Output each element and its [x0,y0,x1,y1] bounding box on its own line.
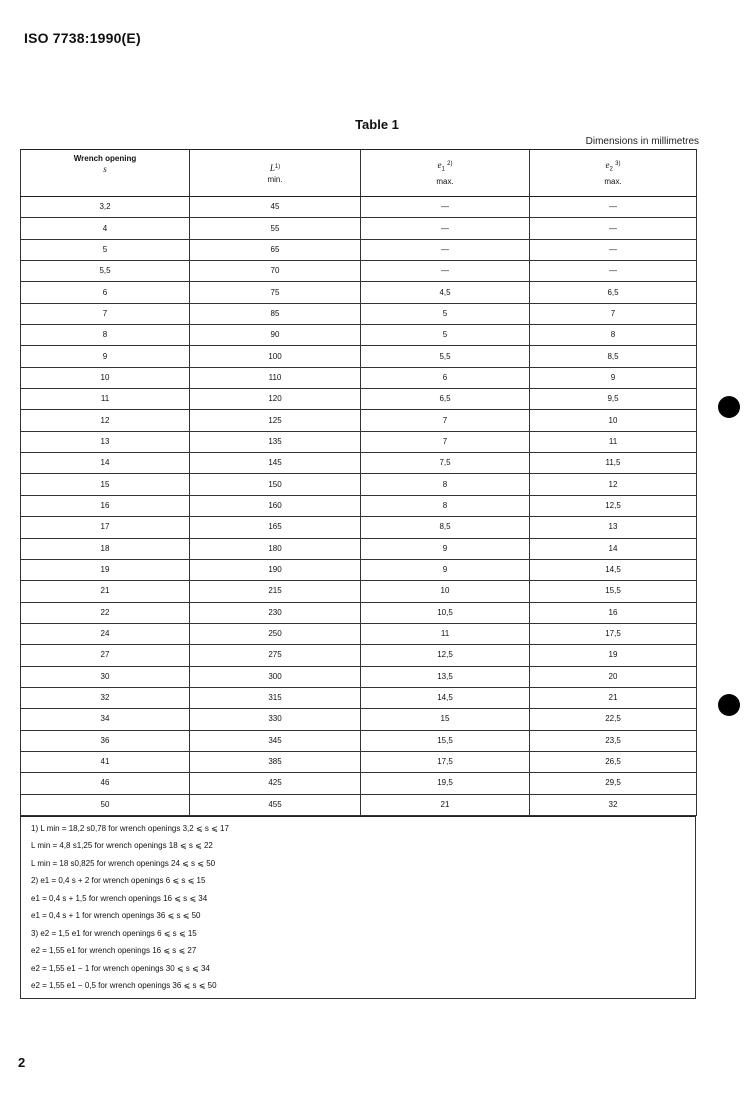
table-cell: 385 [190,751,361,772]
table-row [21,303,697,324]
table-cell: 250 [190,623,361,644]
footnote-line: e1 = 0,4 s + 1 for wrench openings 36 ⩽ s ⩽ 50 [31,911,201,921]
header-wrench-opening [21,150,190,197]
table-cell: 5,5 [361,346,530,367]
table-cell: 20 [530,666,697,687]
document-id: ISO 7738:1990(E) [24,30,141,46]
table-cell: 8 [21,325,190,346]
table-cell: 8 [361,495,530,516]
table-row [21,645,697,666]
table-row [21,346,697,367]
table-cell: 8 [361,474,530,495]
table-row [21,431,697,452]
table-row [21,730,697,751]
table-cell: 19 [21,559,190,580]
table-cell: — [361,218,530,239]
table-row [21,517,697,538]
table-cell: 21 [361,794,530,815]
table-cell: 9 [361,538,530,559]
table-cell: 13,5 [361,666,530,687]
header-e1-max [361,150,530,197]
header-label: Wrench opening [73,154,137,163]
table-cell: 11 [21,389,190,410]
header-sub-label: max. [604,176,622,186]
table-cell: — [530,218,697,239]
table-cell: 345 [190,730,361,751]
table-body [21,197,697,816]
table-cell: — [361,239,530,260]
table-cell: 5 [361,303,530,324]
table-row [21,602,697,623]
header-subscript: 1 [441,166,445,173]
table-cell: 165 [190,517,361,538]
table-cell: 12,5 [530,495,697,516]
table-cell: 125 [190,410,361,431]
table-row [21,794,697,815]
table-cell: 23,5 [530,730,697,751]
table-cell: 9 [21,346,190,367]
table-cell: 150 [190,474,361,495]
table-cell: 8,5 [530,346,697,367]
footnote-line: L min = 18 s0,825 for wrench openings 24 ⩽ s ⩽ 50 [31,858,216,868]
table-cell: 14,5 [361,687,530,708]
table-cell: 15 [21,474,190,495]
table-cell: 5,5 [21,261,190,282]
table-cell: 19,5 [361,773,530,794]
table-cell: 41 [21,751,190,772]
punch-hole-icon [718,694,740,716]
table-cell: 11,5 [530,453,697,474]
table-cell: 14,5 [530,559,697,580]
table-title: Table 1 [355,117,399,132]
table-cell: 120 [190,389,361,410]
table-cell: 22 [21,602,190,623]
table-row [21,666,697,687]
table-cell: 11 [361,623,530,644]
table-cell: 10,5 [361,602,530,623]
table-cell: 7,5 [361,453,530,474]
table-cell: 5 [361,325,530,346]
table-cell: 7 [530,303,697,324]
table-cell: 13 [530,517,697,538]
table-cell: 8 [530,325,697,346]
table-cell: 26,5 [530,751,697,772]
footnote-line: e2 = 1,55 e1 for wrench openings 16 ⩽ s ⩽ 27 [31,946,197,956]
table-cell: 21 [21,581,190,602]
header-e2-max [530,150,697,197]
table-cell: 50 [21,794,190,815]
table-cell: 7 [21,303,190,324]
table-cell: 4 [21,218,190,239]
table-cell: 230 [190,602,361,623]
table-cell: 24 [21,623,190,644]
table-cell: 6 [21,282,190,303]
table-row [21,538,697,559]
table-cell: 9 [361,559,530,580]
table-cell: 9 [530,367,697,388]
table-cell: — [530,239,697,260]
table-cell: 7 [361,410,530,431]
table-cell: 32 [530,794,697,815]
table-row [21,410,697,431]
footnote-line: L min = 4,8 s1,25 for wrench openings 18 ⩽ s ⩽ 22 [31,841,213,851]
table-cell: — [530,261,697,282]
table-cell: 9,5 [530,389,697,410]
table-cell: 22,5 [530,709,697,730]
dimensions-table [20,149,697,816]
table-cell: 15 [361,709,530,730]
table-cell: 3,2 [21,197,190,218]
table-cell: 18 [21,538,190,559]
table-row [21,559,697,580]
table-cell: — [530,197,697,218]
header-symbol: e [437,160,442,171]
table-cell: 315 [190,687,361,708]
table-cell: 17 [21,517,190,538]
table-cell: 90 [190,325,361,346]
table-cell: 100 [190,346,361,367]
punch-hole-icon [718,396,740,418]
table-cell: 45 [190,197,361,218]
table-cell: 36 [21,730,190,751]
table-cell: — [361,261,530,282]
header-symbol: s [103,164,107,174]
table-row [21,623,697,644]
table-cell: 46 [21,773,190,794]
table-cell: 10 [530,410,697,431]
table-cell: 85 [190,303,361,324]
table-cell: 12 [530,474,697,495]
header-footnote-ref: 2) [447,161,453,168]
table-cell: 135 [190,431,361,452]
table-cell: 15,5 [361,730,530,751]
table-cell: 55 [190,218,361,239]
table-cell: 70 [190,261,361,282]
table-cell: 6,5 [361,389,530,410]
footnote-line: 3) e2 = 1,5 e1 for wrench openings 6 ⩽ s ⩽ 15 [31,928,197,938]
table-row [21,581,697,602]
table-cell: 5 [21,239,190,260]
table-cell: 12,5 [361,645,530,666]
table-cell: 11 [530,431,697,452]
table-cell: — [361,197,530,218]
table-cell: 215 [190,581,361,602]
table-cell: 145 [190,453,361,474]
header-footnote-ref: 1) [274,163,281,170]
table-cell: 4,5 [361,282,530,303]
header-subscript: 2 [609,166,613,173]
table-cell: 34 [21,709,190,730]
table-cell: 10 [361,581,530,602]
table-cell: 14 [530,538,697,559]
table-row [21,709,697,730]
table-cell: 6 [361,367,530,388]
table-row [21,197,697,218]
table-cell: 160 [190,495,361,516]
table-cell: 15,5 [530,581,697,602]
table-row [21,495,697,516]
table-cell: 180 [190,538,361,559]
table-row [21,474,697,495]
table-row [21,389,697,410]
footnote-line: e1 = 0,4 s + 1,5 for wrench openings 16 ⩽ s ⩽ 34 [31,893,208,903]
footnote-line: 2) e1 = 0,4 s + 2 for wrench openings 6 ⩽ s ⩽ 15 [31,876,206,886]
table-cell: 190 [190,559,361,580]
table-cell: 17,5 [361,751,530,772]
table-row [21,367,697,388]
table-row [21,261,697,282]
footnote-line: e2 = 1,55 e1 − 1 for wrench openings 30 ⩽ s ⩽ 34 [31,963,210,973]
table-container [20,149,696,999]
table-row [21,282,697,303]
header-sub-label: min. [267,174,283,184]
table-cell: 27 [21,645,190,666]
table-row [21,751,697,772]
table-row [21,687,697,708]
header-footnote-ref: 3) [615,161,621,168]
table-cell: 16 [21,495,190,516]
header-symbol: e [605,160,610,171]
table-cell: 65 [190,239,361,260]
table-row [21,325,697,346]
table-cell: 425 [190,773,361,794]
table-cell: 32 [21,687,190,708]
table-cell: 16 [530,602,697,623]
table-cell: 30 [21,666,190,687]
table-cell: 12 [21,410,190,431]
units-note: Dimensions in millimetres [585,136,699,147]
table-cell: 6,5 [530,282,697,303]
table-row [21,218,697,239]
page-number: 2 [18,1055,26,1070]
table-cell: 75 [190,282,361,303]
table-cell: 7 [361,431,530,452]
table-cell: 300 [190,666,361,687]
table-row [21,239,697,260]
table-cell: 29,5 [530,773,697,794]
header-sub-label: max. [436,176,454,186]
table-cell: 19 [530,645,697,666]
table-cell: 21 [530,687,697,708]
table-cell: 17,5 [530,623,697,644]
table-row [21,773,697,794]
table-cell: 275 [190,645,361,666]
table-cell: 455 [190,794,361,815]
table-row [21,453,697,474]
table-cell: 14 [21,453,190,474]
header-symbol: L [269,162,275,173]
footnote-line: 1) L min = 18,2 s0,78 for wrench openings 3,2 ⩽ s ⩽ 17 [31,823,229,833]
header-length-min [190,150,361,197]
table-header-row [21,150,697,197]
footnotes-box [20,816,696,999]
table-cell: 330 [190,709,361,730]
table-cell: 110 [190,367,361,388]
table-cell: 13 [21,431,190,452]
footnote-line: e2 = 1,55 e1 − 0,5 for wrench openings 36 ⩽ s ⩽ 50 [31,981,217,991]
table-cell: 8,5 [361,517,530,538]
table-cell: 10 [21,367,190,388]
